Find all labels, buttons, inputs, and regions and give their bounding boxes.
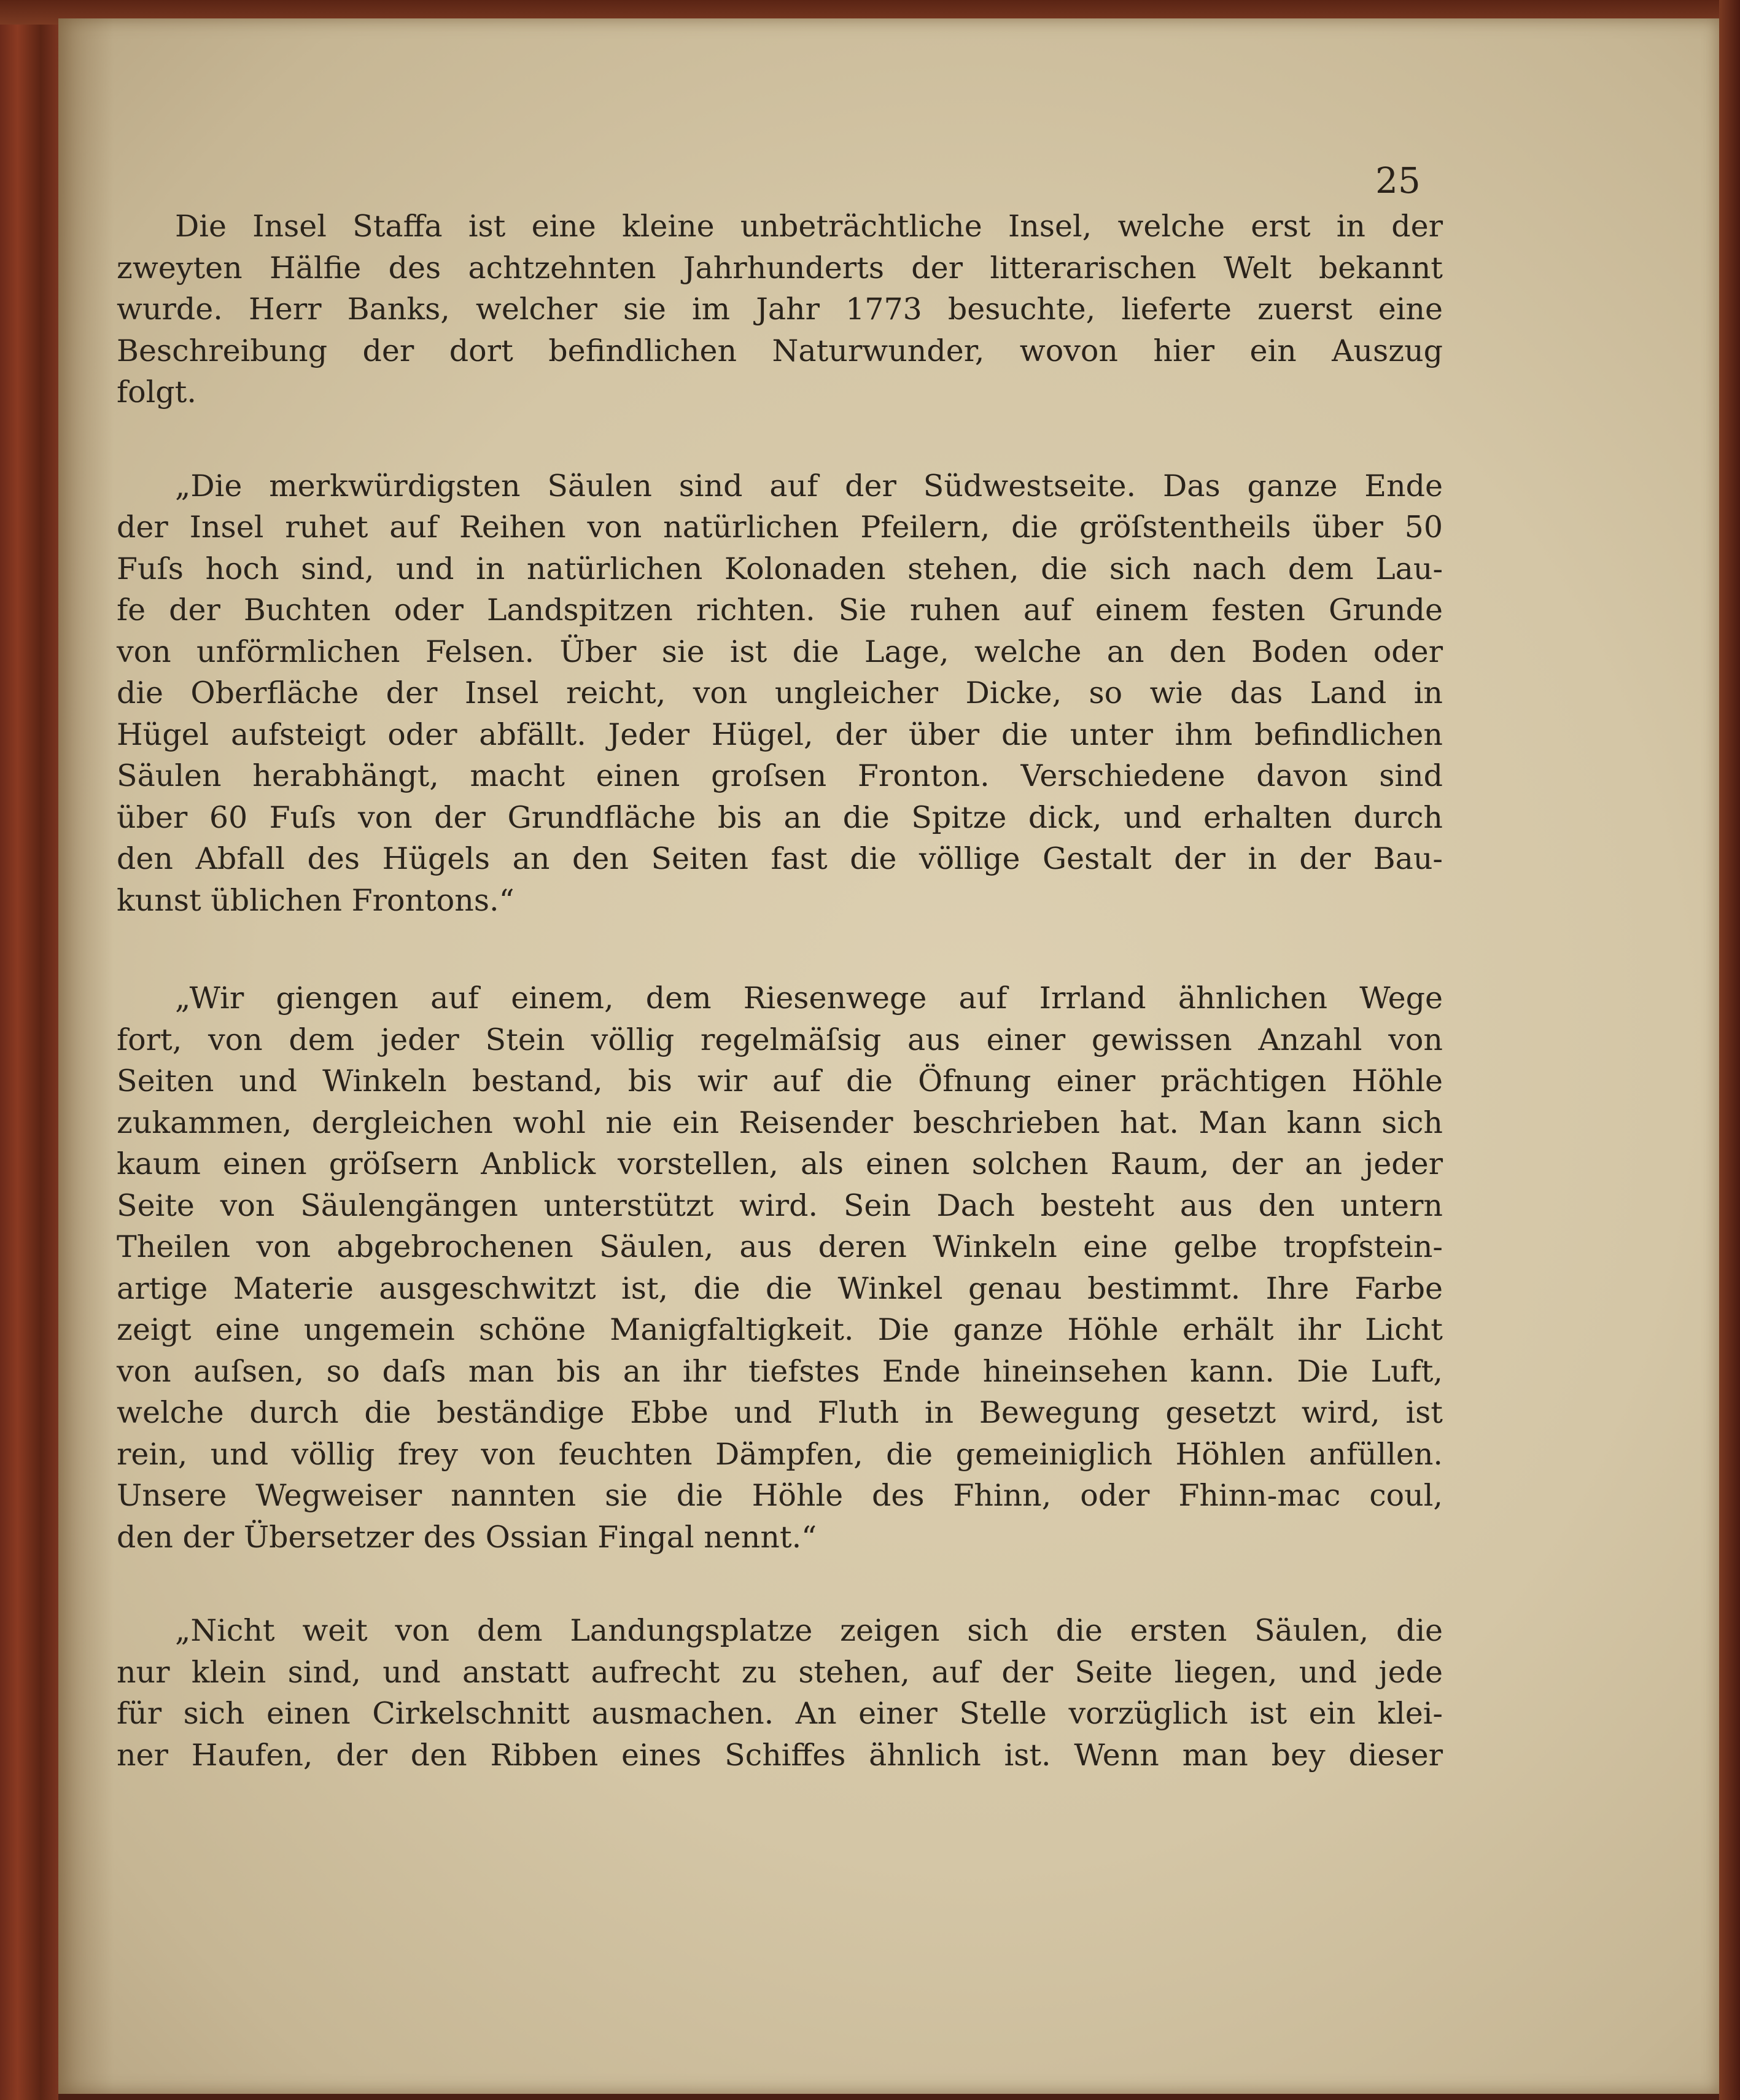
text-line: wurde. Herr Banks, welcher sie im Jahr 1773 besuchte, lieferte zuerst eine (117, 292, 1443, 327)
book-binding-left (0, 0, 58, 2100)
paragraph-2 (117, 465, 1443, 922)
text-line: artige Materie ausgeschwitzt ist, die die Winkel genau bestimmt. Ihre Farbe (117, 1270, 1443, 1306)
text-line: Seiten und Winkeln bestand, bis wir auf die Öfnung einer prächtigen Höhle (117, 1064, 1443, 1099)
text-line: von unförmlichen Felsen. Über sie ist die Lage, welche an den Boden oder (117, 634, 1443, 669)
text-line: fe der Buchten oder Landspitzen richten. Sie ruhen auf einem festen Grunde (117, 593, 1443, 628)
text-line: zeigt eine ungemein schöne Manigfaltigkeit. Die ganze Höhle erhält ihr Licht (117, 1312, 1443, 1347)
text-line: folgt. (117, 375, 196, 410)
paragraph-3 (117, 978, 1443, 1558)
page-number: 25 (1375, 160, 1421, 201)
paragraph-gap (117, 921, 1443, 978)
text-line: der Insel ruhet auf Reihen von natürlichen Pfeilern, die gröſstentheils über 50 (117, 510, 1443, 545)
text-line: „Wir giengen auf einem, dem Riesenwege auf Irrland ähnlichen Wege (175, 981, 1443, 1016)
text-line: nur klein sind, und anstatt aufrecht zu stehen, auf der Seite liegen, und jede (117, 1654, 1443, 1690)
text-line: fort, von dem jeder Stein völlig regelmäſsig aus einer gewissen Anzahl von (117, 1022, 1443, 1057)
text-line: rein, und völlig frey von feuchten Dämpfen, die gemeiniglich Höhlen anfüllen. (117, 1436, 1443, 1472)
text-line: kaum einen gröſsern Anblick vorstellen, als einen solchen Raum, der an jeder (117, 1146, 1443, 1181)
text-line: zukammen, dergleichen wohl nie ein Reisender beschrieben hat. Man kann sich (117, 1105, 1443, 1140)
text-line: Theilen von abgebrochenen Säulen, aus deren Winkeln eine gelbe tropfstein- (117, 1229, 1443, 1264)
text-line: Seite von Säulengängen unterstützt wird. Sein Dach besteht aus den untern (117, 1188, 1443, 1223)
text-line: Hügel aufsteigt oder abfällt. Jeder Hügel, der über die unter ihm befindlichen (117, 717, 1443, 752)
text-line: Die Insel Staffa ist eine kleine unbeträchtliche Insel, welche erst in der (175, 209, 1443, 244)
text-line: den der Übersetzer des Ossian Fingal nennt.“ (117, 1519, 817, 1555)
book-binding-right (1719, 0, 1740, 2100)
text-line: Fuſs hoch sind, und in natürlichen Kolonaden stehen, die sich nach dem Lau- (117, 551, 1443, 586)
text-line: Beschreibung der dort befindlichen Naturwunder, wovon hier ein Auszug (117, 333, 1443, 368)
page-gutter-shadow (58, 18, 114, 2094)
text-line: Unsere Wegweiser nannten sie die Höhle des Fhinn, oder Fhinn-mac coul, (117, 1478, 1443, 1513)
text-line: „Die merkwürdigsten Säulen sind auf der Südwestseite. Das ganze Ende (175, 468, 1443, 504)
text-line: zweyten Hälfie des achtzehnten Jahrhunderts der litterarischen Welt bekannt (117, 250, 1443, 286)
text-line: „Nicht weit von dem Landungsplatze zeigen sich die ersten Säulen, die (175, 1613, 1443, 1648)
text-line: über 60 Fuſs von der Grundfläche bis an die Spitze dick, und erhalten durch (117, 799, 1443, 835)
text-line: welche durch die beständige Ebbe und Fluth in Bewegung gesetzt wird, ist (117, 1395, 1443, 1430)
paragraph-gap (117, 413, 1443, 465)
text-line: für sich einen Cirkelschnitt ausmachen. An einer Stelle vorzüglich ist ein klei- (117, 1696, 1443, 1731)
page-text-block (117, 206, 1443, 1776)
text-line: von auſsen, so daſs man bis an ihr tiefstes Ende hineinsehen kann. Die Luft, (117, 1353, 1443, 1389)
paragraph-4 (117, 1610, 1443, 1776)
text-line: kunst üblichen Frontons.“ (117, 882, 515, 918)
text-line: den Abfall des Hügels an den Seiten fast die völlige Gestalt der in der Bau- (117, 841, 1443, 876)
paragraph-1 (117, 206, 1443, 413)
text-line: ner Haufen, der den Ribben eines Schiffes ähnlich ist. Wenn man bey dieser (117, 1737, 1443, 1773)
text-line: die Oberfläche der Insel reicht, von ungleicher Dicke, so wie das Land in (117, 675, 1443, 710)
paragraph-gap (117, 1558, 1443, 1610)
text-line: Säulen herabhängt, macht einen groſsen Fronton. Verschiedene davon sind (117, 758, 1443, 793)
